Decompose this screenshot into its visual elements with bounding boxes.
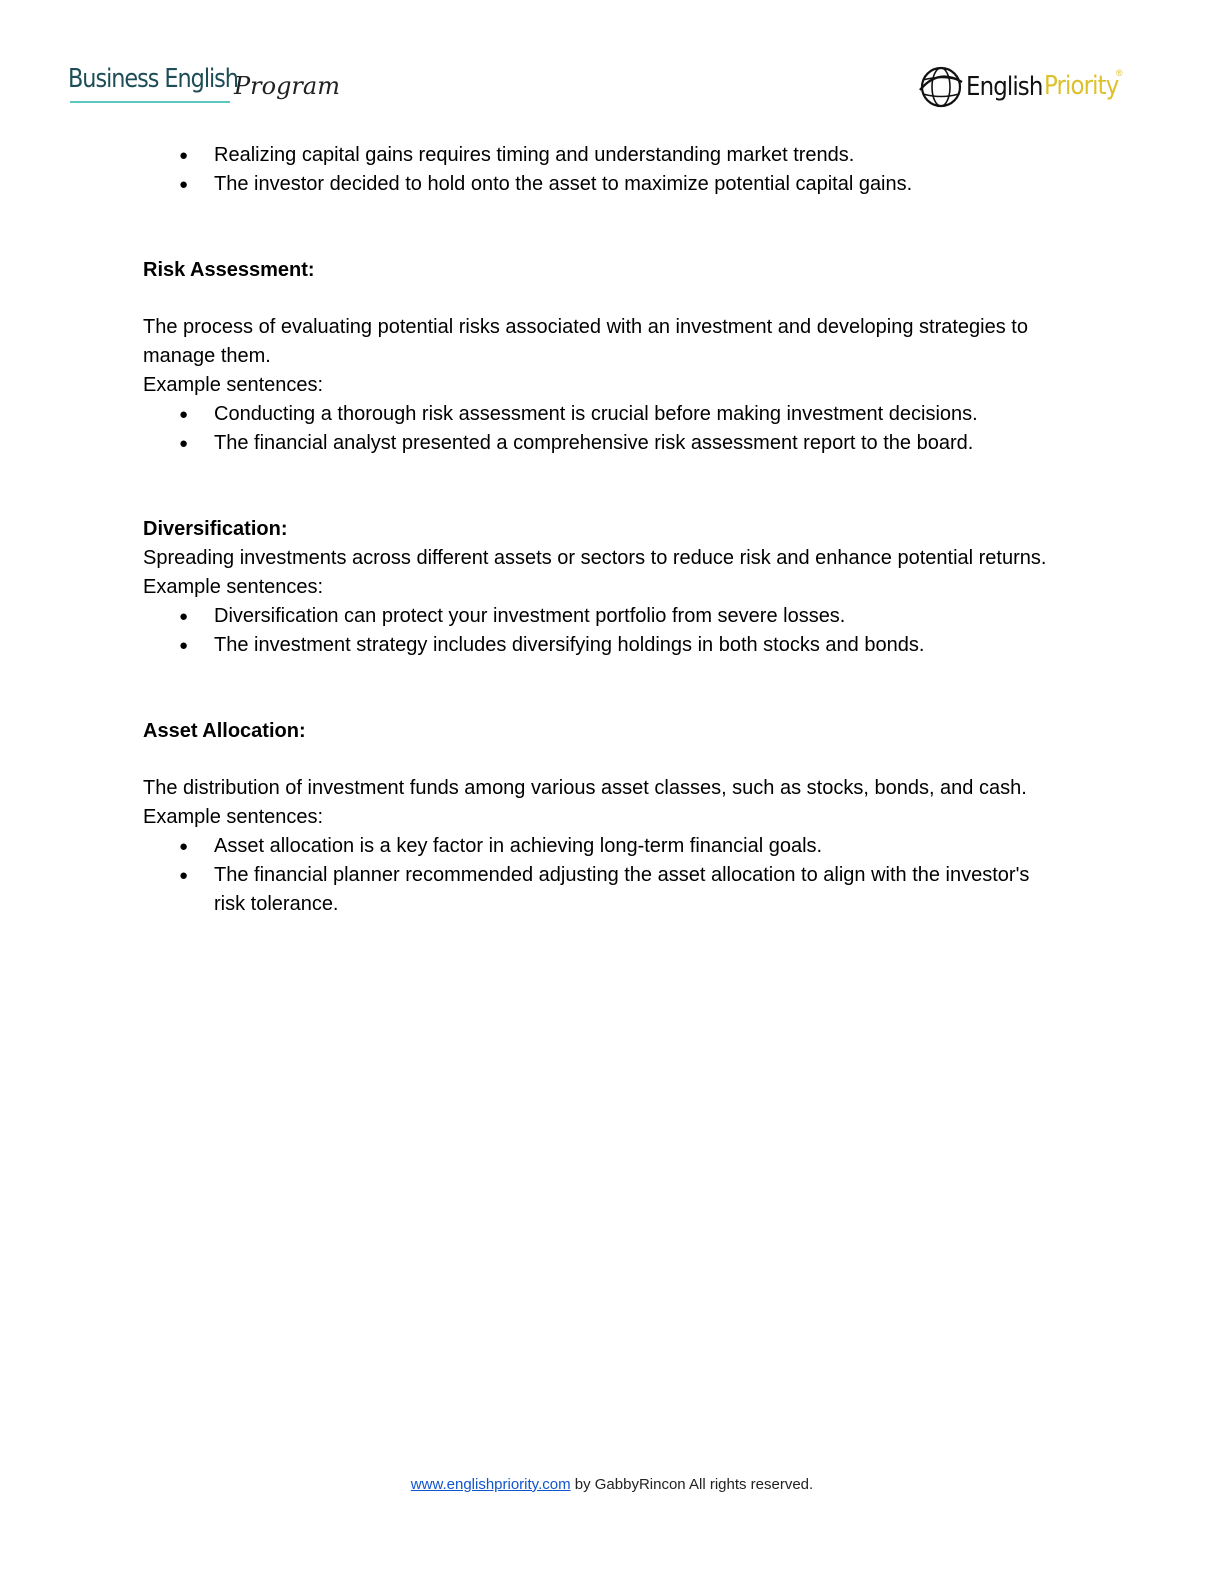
example-sentence: The investor decided to hold onto the asset to maximize potential capital gains.	[214, 173, 913, 195]
example-sentence: Conducting a thorough risk assessment is crucial before making investment decisions.	[214, 403, 978, 425]
section-definition: The distribution of investment funds among various asset classes, such as stocks, bonds, and cash.	[143, 777, 1027, 799]
logo-word-english: English	[966, 72, 1043, 102]
example-list	[143, 400, 1063, 458]
english-priority-logo	[918, 62, 1123, 112]
section-heading-asset-allocation: Asset Allocation:	[143, 720, 306, 742]
bullet-icon: ●	[179, 435, 189, 452]
list-item	[143, 400, 1063, 429]
list-item	[143, 832, 1063, 861]
example-list	[143, 602, 1063, 660]
example-sentence: Asset allocation is a key factor in achieving long-term financial goals.	[214, 835, 823, 857]
intro-example-list	[143, 141, 1063, 199]
registered-mark: ®	[1116, 68, 1123, 78]
examples-label: Example sentences:	[143, 374, 324, 396]
bullet-icon: ●	[179, 637, 189, 654]
document-body	[143, 141, 1063, 919]
bullet-icon: ●	[179, 176, 189, 193]
example-list	[143, 832, 1063, 919]
bullet-icon: ●	[179, 608, 189, 625]
logo-word-priority: Priority	[1044, 71, 1119, 101]
examples-label: Example sentences:	[143, 806, 324, 828]
example-sentence: The financial analyst presented a comprehensive risk assessment report to the board.	[214, 432, 974, 454]
logo-script-text: Program	[234, 72, 340, 100]
website-link[interactable]: www.englishpriority.com	[410, 1476, 571, 1493]
list-item	[143, 631, 1063, 660]
logo-brand-text: Business English	[68, 64, 238, 94]
page-footer	[0, 1476, 1224, 1493]
section-definition: The process of evaluating potential risks associated with an investment and developing strategies to manage them.	[143, 316, 1028, 367]
logo-underline	[70, 101, 230, 103]
section-heading-risk-assessment: Risk Assessment:	[143, 259, 315, 281]
examples-label: Example sentences:	[143, 576, 324, 598]
copyright-text: by GabbyRincon All rights reserved.	[570, 1476, 814, 1493]
section-heading-diversification: Diversification:	[143, 518, 288, 540]
list-item	[143, 602, 1063, 631]
globe-icon	[918, 64, 964, 110]
example-sentence: Diversification can protect your investment portfolio from severe losses.	[214, 605, 846, 627]
list-item	[143, 170, 1063, 199]
example-sentence: The financial planner recommended adjusting the asset allocation to align with the investor's risk tolerance.	[214, 864, 1030, 915]
section-definition: Spreading investments across different assets or sectors to reduce risk and enhance potential returns.	[143, 547, 1047, 569]
bullet-icon: ●	[179, 838, 189, 855]
bullet-icon: ●	[179, 406, 189, 423]
business-english-program-logo	[68, 64, 340, 110]
example-sentence: The investment strategy includes diversifying holdings in both stocks and bonds.	[214, 634, 925, 656]
list-item	[143, 861, 1063, 919]
bullet-icon: ●	[179, 867, 189, 884]
example-sentence: Realizing capital gains requires timing and understanding market trends.	[214, 144, 855, 166]
list-item	[143, 429, 1063, 458]
list-item	[143, 141, 1063, 170]
bullet-icon: ●	[179, 147, 189, 164]
